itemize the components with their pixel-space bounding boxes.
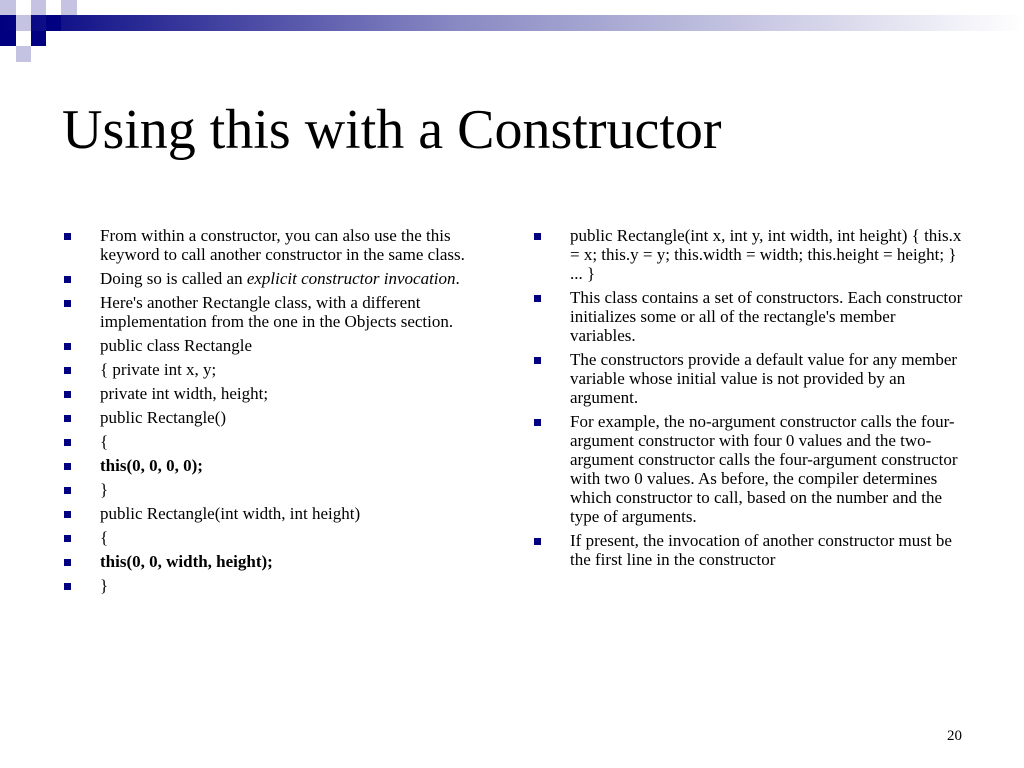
square-bullet-icon: [64, 367, 71, 374]
slide-title: Using this with a Constructor: [62, 99, 722, 161]
list-item: [62, 552, 482, 571]
square-bullet-icon: [64, 233, 71, 240]
square-bullet-icon: [534, 295, 541, 302]
list-item: [532, 350, 964, 407]
code-line: {: [100, 432, 109, 451]
list-item: [532, 531, 964, 569]
list-item: [532, 226, 964, 283]
square-bullet-icon: [64, 511, 71, 518]
code-line-bold: this(0, 0, 0, 0);: [100, 456, 203, 475]
square-bullet-icon: [64, 439, 71, 446]
list-item-text: .: [455, 269, 460, 288]
code-line: private int width, height;: [100, 384, 269, 403]
list-item: [62, 528, 482, 547]
right-bullet-list: [532, 226, 964, 574]
square-bullet-icon: [64, 391, 71, 398]
list-item: [62, 576, 482, 595]
code-line: { private int x, y;: [100, 360, 217, 379]
code-line: public class Rectangle: [100, 336, 253, 355]
list-item: [532, 412, 964, 526]
square-bullet-icon: [64, 343, 71, 350]
code-line: }: [100, 576, 109, 595]
list-item: [62, 480, 482, 499]
square-bullet-icon: [64, 300, 71, 307]
list-item: [532, 288, 964, 345]
list-item: [62, 384, 482, 403]
code-line: }: [100, 480, 109, 499]
square-bullet-icon: [64, 559, 71, 566]
page-number: 20: [947, 728, 962, 744]
list-item-text: The constructors provide a default value for any member variable whose initial value is not provided by an argument.: [570, 350, 958, 407]
square-bullet-icon: [534, 538, 541, 545]
square-bullet-icon: [64, 463, 71, 470]
list-item-text: This class contains a set of constructors. Each constructor initializes some or all of the rectangle's member variables.: [570, 288, 963, 345]
square-bullet-icon: [534, 357, 541, 364]
code-line: public Rectangle(int width, int height): [100, 504, 361, 523]
list-item-text: public Rectangle(int x, int y, int width, int height) { this.x = x; this.y = y; this.width = width; this.height = height; } ... }: [570, 226, 962, 283]
list-item: [62, 226, 482, 264]
list-item-text: If present, the invocation of another constructor must be the first line in the constructor: [570, 531, 952, 569]
square-bullet-icon: [64, 583, 71, 590]
square-bullet-icon: [534, 233, 541, 240]
list-item: [62, 504, 482, 523]
list-item: [62, 456, 482, 475]
list-item-text: For example, the no-argument constructor calls the four-argument constructor with four 0 values and the two-argument constructor calls the four-argument constructor with two 0 values. As before, the compiler determines which constructor to call, based on the number and the type of arguments.: [570, 412, 958, 526]
square-bullet-icon: [64, 535, 71, 542]
square-bullet-icon: [64, 487, 71, 494]
list-item: [62, 336, 482, 355]
left-bullet-list: [62, 226, 482, 600]
list-item: [62, 293, 482, 331]
square-bullet-icon: [64, 415, 71, 422]
list-item-text: Doing so is called an: [100, 269, 247, 288]
code-line-bold: this(0, 0, width, height);: [100, 552, 273, 571]
code-line: {: [100, 528, 109, 547]
list-item: [62, 408, 482, 427]
square-bullet-icon: [64, 276, 71, 283]
list-item: [62, 360, 482, 379]
header-decoration: [0, 0, 1024, 62]
square-bullet-icon: [534, 419, 541, 426]
list-item-text: Here's another Rectangle class, with a different implementation from the one in the Objects section.: [100, 293, 454, 331]
list-item: [62, 432, 482, 451]
list-item-text: From within a constructor, you can also use the this keyword to call another constructor in the same class.: [100, 226, 465, 264]
code-line: public Rectangle(): [100, 408, 227, 427]
list-item: [62, 269, 482, 288]
emphasis-text: explicit constructor invocation: [246, 269, 456, 288]
